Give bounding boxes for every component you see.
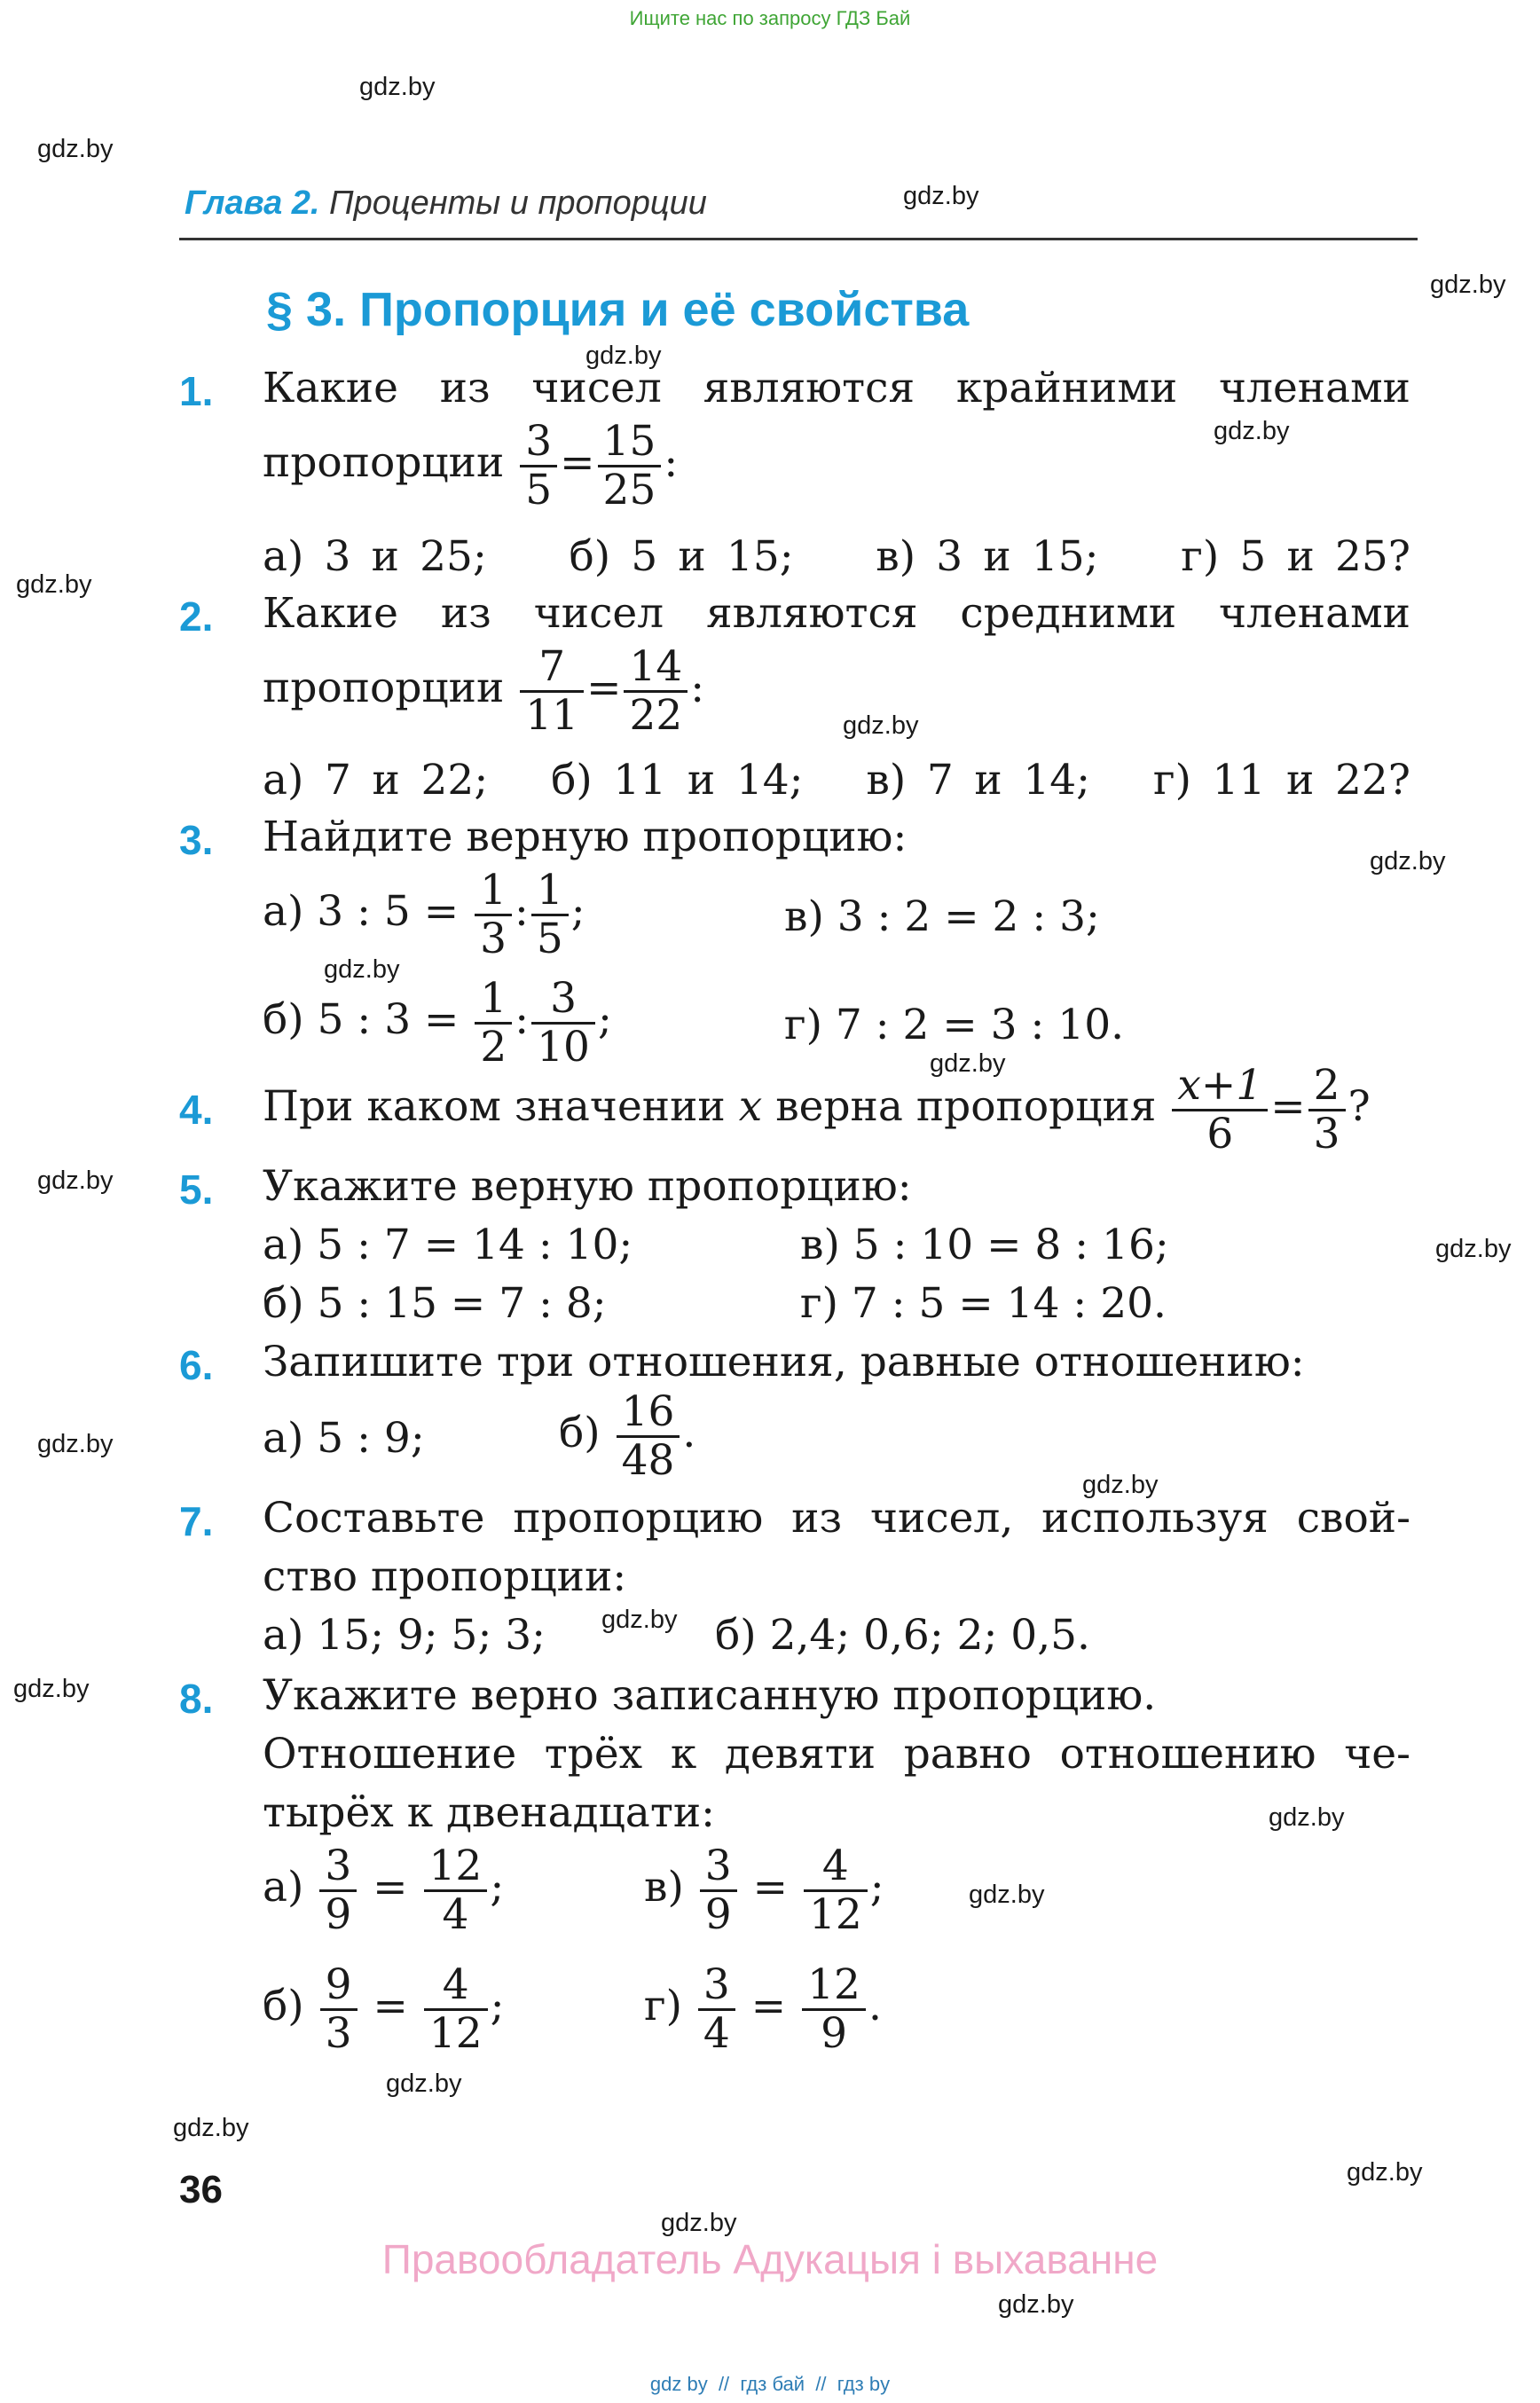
- watermark: gdz.by: [843, 711, 919, 740]
- problem-text: Найдите верную пропорцию:: [263, 813, 908, 861]
- watermark: gdz.by: [903, 182, 979, 210]
- option-v: в) 3 : 2 = 2 : 3;: [784, 892, 1100, 941]
- watermark: gdz.by: [324, 955, 400, 984]
- fraction: $\frac{4}{12}$: [804, 1843, 868, 1937]
- option-b: б) 5 : 3 = $\frac{1}{2}$ : $\frac{3}{10}$ ;: [263, 974, 612, 1072]
- problem-text: Какие из чисел являются крайними членами: [263, 364, 1410, 412]
- chapter-title: Проценты и пропорции: [329, 185, 707, 222]
- fraction: $\frac{16}{48}$: [617, 1389, 680, 1483]
- header-rule: [179, 238, 1418, 240]
- option-b: б) $\frac{9}{3}$ = $\frac{4}{12}$ ;: [263, 1960, 505, 2058]
- problem-number: 8.: [179, 1676, 214, 1722]
- watermark: gdz.by: [37, 1166, 114, 1195]
- watermark: gdz.by: [1082, 1471, 1159, 1499]
- fraction: $\frac{1}{2}$: [475, 976, 512, 1070]
- fraction: $\frac{12}{4}$: [424, 1843, 488, 1937]
- watermark: gdz.by: [37, 135, 114, 163]
- watermark: gdz.by: [930, 1049, 1006, 1078]
- watermark: gdz.by: [37, 1430, 114, 1458]
- watermark: gdz.by: [1435, 1235, 1512, 1263]
- watermark: gdz.by: [359, 73, 436, 101]
- watermark: gdz.by: [386, 2069, 462, 2098]
- watermark: gdz.by: [13, 1675, 90, 1703]
- fraction: $\frac{3}{4}$: [698, 1962, 735, 2056]
- variable: x: [738, 1082, 763, 1132]
- option-v: в) $\frac{3}{9}$ = $\frac{4}{12}$ ;: [644, 1842, 884, 1939]
- fraction: $\frac{14}{22}$: [624, 644, 688, 738]
- option-a: а) 5 : 7 = 14 : 10;: [263, 1221, 633, 1269]
- problem-expression: пропорции $\frac{3}{5}$ = $\frac{15}{25}$ :: [263, 417, 679, 514]
- watermark: gdz.by: [16, 570, 92, 599]
- problem-number: 5.: [179, 1166, 214, 1213]
- problem-number: 2.: [179, 593, 214, 640]
- watermark: gdz.by: [1347, 2158, 1423, 2187]
- problem-text: Отношение трёх к девяти равно отношению че-: [263, 1730, 1410, 1779]
- option-b: б) 5 : 15 = 7 : 8;: [263, 1279, 607, 1328]
- fraction: $\frac{4}{12}$: [424, 1962, 488, 2056]
- section-title: § 3. Пропорция и её свойства: [266, 283, 970, 336]
- fraction: $\frac{3}{5}$: [520, 419, 557, 513]
- option-g: г) 7 : 5 = 14 : 20.: [800, 1279, 1167, 1328]
- problem-number: 3.: [179, 817, 214, 863]
- option-b: б) $\frac{16}{48}$ .: [559, 1387, 696, 1485]
- copyright-notice: Правообладатель Адукацыя і выхаванне: [381, 2236, 1159, 2282]
- chapter-number: Глава 2.: [185, 185, 320, 222]
- option-a: а) $\frac{3}{9}$ = $\frac{12}{4}$ ;: [263, 1842, 505, 1939]
- problem-text: ство пропорции:: [263, 1552, 627, 1601]
- problem-text: тырёх к двенадцати:: [263, 1788, 715, 1837]
- fraction: $\frac{12}{9}$: [802, 1962, 866, 2056]
- option-v: в) 5 : 10 = 8 : 16;: [800, 1221, 1169, 1269]
- problem-number: 7.: [179, 1498, 214, 1544]
- fraction: $\frac{3}{9}$: [700, 1843, 737, 1937]
- fraction: $\frac{3}{10}$: [531, 976, 595, 1070]
- problem-text: Составьте пропорцию из чисел, используя свой-: [263, 1494, 1410, 1543]
- fraction: $\frac{2}{3}$: [1308, 1063, 1346, 1157]
- problem-text: Какие из чисел являются средними членами: [263, 589, 1410, 638]
- problem-expression: пропорции $\frac{7}{11}$ = $\frac{14}{22}$ :: [263, 642, 705, 740]
- fraction: $\frac{1}{5}$: [531, 868, 569, 962]
- watermark: gdz.by: [969, 1881, 1045, 1909]
- page-number: 36: [179, 2168, 223, 2211]
- watermark: gdz.by: [1430, 271, 1506, 299]
- watermark: gdz.by: [1370, 847, 1446, 876]
- watermark: gdz.by: [661, 2209, 737, 2237]
- problem-number: 6.: [179, 1342, 214, 1388]
- option-a: а) 15; 9; 5; 3;: [263, 1611, 546, 1660]
- problem-text: Укажите верно записанную пропорцию.: [263, 1671, 1157, 1720]
- option-b: б) 2,4; 0,6; 2; 0,5.: [715, 1611, 1090, 1660]
- option-a: а) 3 : 5 = $\frac{1}{3}$ : $\frac{1}{5}$ ;: [263, 866, 585, 963]
- watermark: gdz.by: [585, 342, 662, 370]
- fraction: $\frac{15}{25}$: [598, 419, 662, 513]
- fraction: $\frac{9}{3}$: [320, 1962, 358, 2056]
- option-g: г) 7 : 2 = 3 : 10.: [784, 1001, 1125, 1049]
- answer-options: а) 3 и 25; б) 5 и 15; в) 3 и 15; г) 5 и 25?: [263, 532, 1410, 581]
- problem-number: 4.: [179, 1087, 214, 1133]
- problem-text: Запишите три отношения, равные отношению:: [263, 1338, 1305, 1386]
- problem-number: 1.: [179, 368, 214, 414]
- top-banner: Ищите нас по запросу ГДЗ Бай: [629, 7, 911, 29]
- problem-text: Укажите верную пропорцию:: [263, 1162, 912, 1211]
- footer-links[interactable]: gdz by // гдз бай // гдз by: [649, 2373, 891, 2395]
- option-a: а) 5 : 9;: [263, 1414, 425, 1463]
- watermark: gdz.by: [1269, 1803, 1345, 1832]
- fraction: $\frac{1}{3}$: [475, 868, 512, 962]
- watermark: gdz.by: [601, 1606, 678, 1634]
- expr-text: пропорции: [263, 438, 505, 488]
- chapter-header: [185, 185, 707, 223]
- watermark: gdz.by: [1214, 417, 1290, 445]
- problem-text: При каком значении x верна пропорция $\frac{x+1}{6}$ = $\frac{2}{3}$ ?: [263, 1061, 1371, 1158]
- fraction: $\frac{x+1}{6}$: [1172, 1063, 1268, 1157]
- fraction: $\frac{3}{9}$: [319, 1843, 357, 1937]
- option-g: г) $\frac{3}{4}$ = $\frac{12}{9}$ .: [644, 1960, 882, 2058]
- expr-text: пропорции: [263, 664, 505, 713]
- watermark: gdz.by: [998, 2290, 1074, 2319]
- watermark: gdz.by: [173, 2114, 249, 2142]
- answer-options: а) 7 и 22; б) 11 и 14; в) 7 и 14; г) 11 и 22?: [263, 756, 1410, 805]
- fraction: $\frac{7}{11}$: [520, 644, 584, 738]
